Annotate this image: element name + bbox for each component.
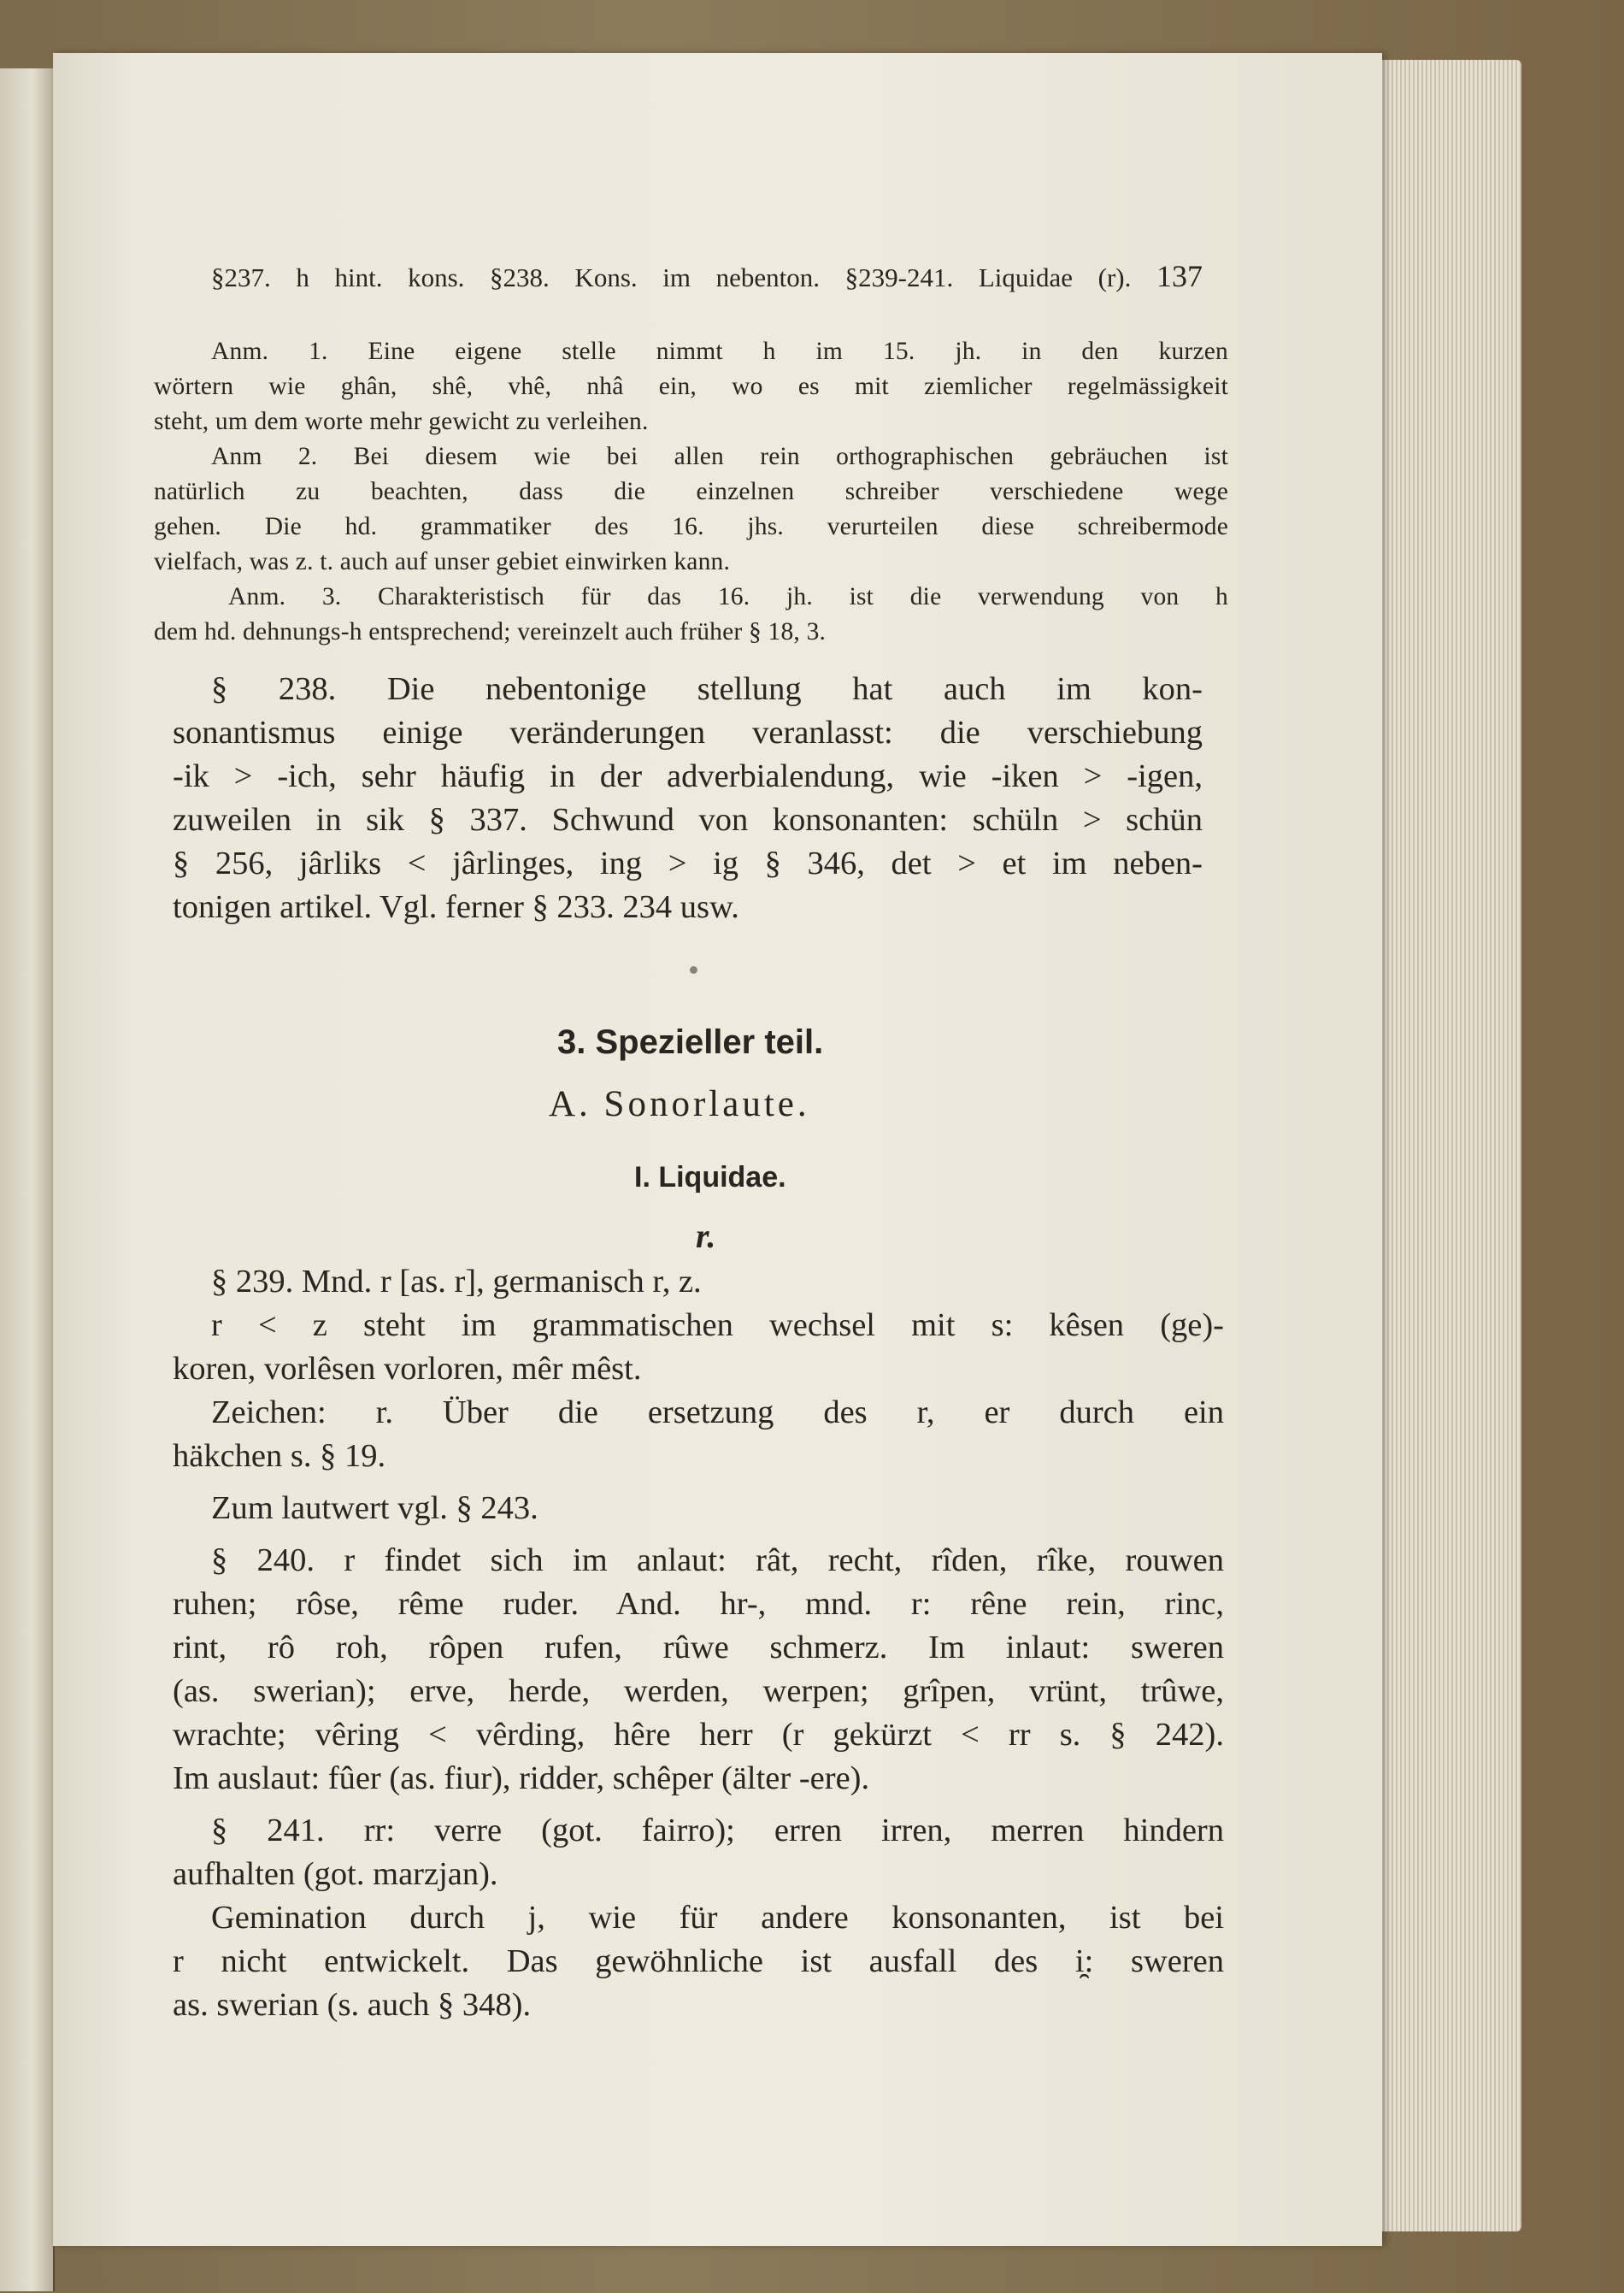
text-line: rint, rô roh, rôpen rufen, rûwe schmerz. Im inlaut: sweren — [173, 1630, 1224, 1665]
section-heading: 3. Spezieller teil. — [557, 1023, 824, 1061]
text-line: zuweilen in sik § 337. Schwund von konsonanten: schüln > schün — [173, 802, 1203, 838]
note-line: Anm. 1. Eine eigene stelle nimmt h im 15. jh. in den kurzen — [211, 338, 1228, 365]
note-line: gehen. Die hd. grammatiker des 16. jhs. verurteilen diese schreibermode — [154, 513, 1228, 540]
text-line: tonigen artikel. Vgl. ferner § 233. 234 usw. — [173, 889, 739, 925]
ink-speck — [690, 966, 697, 974]
text-line: aufhalten (got. marzjan). — [173, 1856, 498, 1892]
text-line: r nicht entwickelt. Das gewöhnliche ist ausfall des i̯: sweren — [173, 1943, 1224, 1979]
text-line: Zum lautwert vgl. § 243. — [211, 1490, 538, 1526]
text-line: häkchen s. § 19. — [173, 1438, 386, 1474]
note-line: steht, um dem worte mehr gewicht zu verleihen. — [154, 408, 649, 435]
group-heading: I. Liquidae. — [634, 1161, 786, 1194]
text-line: Zeichen: r. Über die ersetzung des r, er durch ein — [211, 1394, 1224, 1430]
text-line: wrachte; vêring < vêrding, hêre herr (r gekürzt < rr s. § 242). — [173, 1717, 1224, 1753]
running-header — [211, 258, 1203, 294]
text-line: § 240. r findet sich im anlaut: rât, recht, rîden, rîke, rouwen — [211, 1542, 1224, 1578]
text-line: § 239. Mnd. r [as. r], germanisch r, z. — [211, 1264, 702, 1300]
subsection-heading: A. Sonorlaute. — [549, 1084, 810, 1124]
text-line: § 241. rr: verre (got. fairro); erren irren, merren hindern — [211, 1813, 1224, 1848]
note-line: wörtern wie ghân, shê, vhê, nhâ ein, wo es mit ziemlicher regelmässigkeit — [154, 373, 1228, 400]
text-line: sonantismus einige veränderungen veranlasst: die verschiebung — [173, 715, 1203, 751]
page-number: 137 — [1156, 259, 1203, 293]
text-line: Gemination durch j, wie für andere konsonanten, ist bei — [211, 1900, 1224, 1936]
note-line: Anm 2. Bei diesem wie bei allen rein orthographischen gebräuchen ist — [211, 443, 1228, 470]
text-line: r < z steht im grammatischen wechsel mit s: kêsen (ge)- — [211, 1307, 1224, 1343]
text-line: § 238. Die nebentonige stellung hat auch im kon- — [211, 671, 1203, 707]
letter-heading: r. — [696, 1217, 716, 1255]
text-line: § 256, jârliks < jârlinges, ing > ig § 346, det > et im neben- — [173, 846, 1203, 881]
note-line: natürlich zu beachten, dass die einzelnen schreiber verschiedene wege — [154, 478, 1228, 505]
text-line: -ik > -ich, sehr häufig in der adverbialendung, wie -iken > -igen, — [173, 758, 1203, 794]
header-left: §237. h hint. kons. §238. Kons. im nebenton. §239-241. Liquidae (r). — [211, 262, 1132, 292]
book-page — [53, 53, 1382, 2246]
note-line: Anm. 3. Charakteristisch für das 16. jh. ist die verwendung von h — [228, 583, 1228, 610]
note-line: vielfach, was z. t. auch auf unser gebiet einwirken kann. — [154, 548, 731, 575]
text-line: koren, vorlêsen vorloren, mêr mêst. — [173, 1351, 642, 1387]
text-line: ruhen; rôse, rême ruder. And. hr-, mnd. r: rêne rein, rinc, — [173, 1586, 1224, 1622]
text-line: (as. swerian); erve, herde, werden, werpen; grîpen, vrünt, trûwe, — [173, 1673, 1224, 1709]
text-line: as. swerian (s. auch § 348). — [173, 1987, 532, 2023]
previous-page-edge — [0, 68, 55, 2291]
text-line: Im auslaut: fûer (as. fiur), ridder, schêper (älter -ere). — [173, 1760, 870, 1796]
note-line: dem hd. dehnungs-h entsprechend; vereinzelt auch früher § 18, 3. — [154, 618, 827, 645]
